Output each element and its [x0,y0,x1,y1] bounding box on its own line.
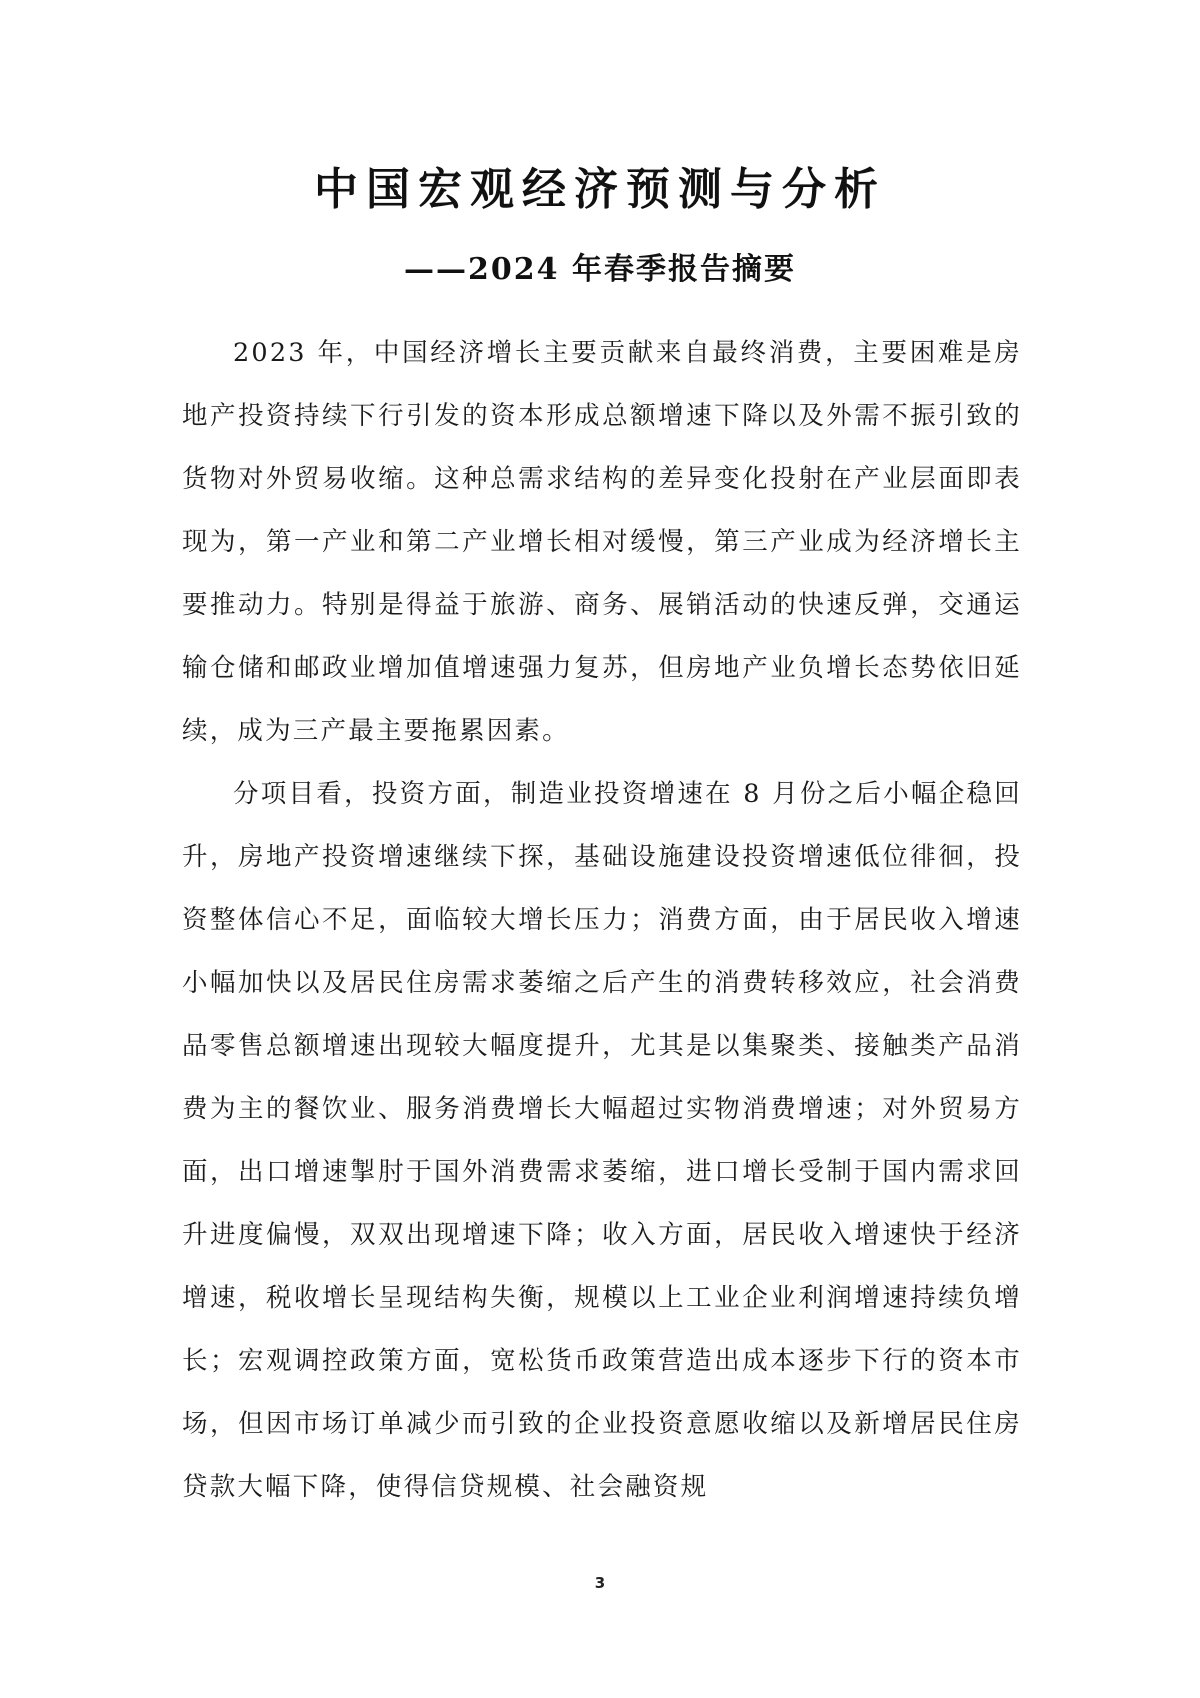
paragraph-2: 分项目看，投资方面，制造业投资增速在 8 月份之后小幅企稳回升，房地产投资增速继续下探，基础设施建设投资增速低位徘徊，投资整体信心不足，面临较大增长压力；消费方面，由于居民收入增速小幅加快以及居民住房需求萎缩之后产生的消费转移效应，社会消费品零售总额增速出现较大幅度提升，尤其是以集聚类、接触类产品消费为主的餐饮业、服务消费增长大幅超过实物消费增速；对外贸易方面，出口增速掣肘于国外消费需求萎缩，进口增长受制于国内需求回升进度偏慢，双双出现增速下降；收入方面，居民收入增速快于经济增速，税收增长呈现结构失衡，规模以上工业企业利润增速持续负增长；宏观调控政策方面，宽松货币政策营造出成本逐步下行的资本市场，但因市场订单减少而引致的企业投资意愿收缩以及新增居民住房贷款大幅下降，使得信贷规模、社会融资规 [182,779,1022,1502]
document-body [182,322,1022,1519]
page-number: 3 [594,1574,606,1592]
paragraph-1: 2023 年，中国经济增长主要贡献来自最终消费，主要困难是房地产投资持续下行引发的资本形成总额增速下降以及外需不振引致的货物对外贸易收缩。这种总需求结构的差异变化投射在产业层面即表现为，第一产业和第二产业增长相对缓慢，第三产业成为经济增长主要推动力。特别是得益于旅游、商务、展销活动的快速反弹，交通运输仓储和邮政业增加值增速强力复苏，但房地产业负增长态势依旧延续，成为三产最主要拖累因素。 [182,338,1022,746]
document-subtitle: ——2024 年春季报告摘要 [404,252,796,287]
document-title: 中国宏观经济预测与分析 [314,164,886,215]
